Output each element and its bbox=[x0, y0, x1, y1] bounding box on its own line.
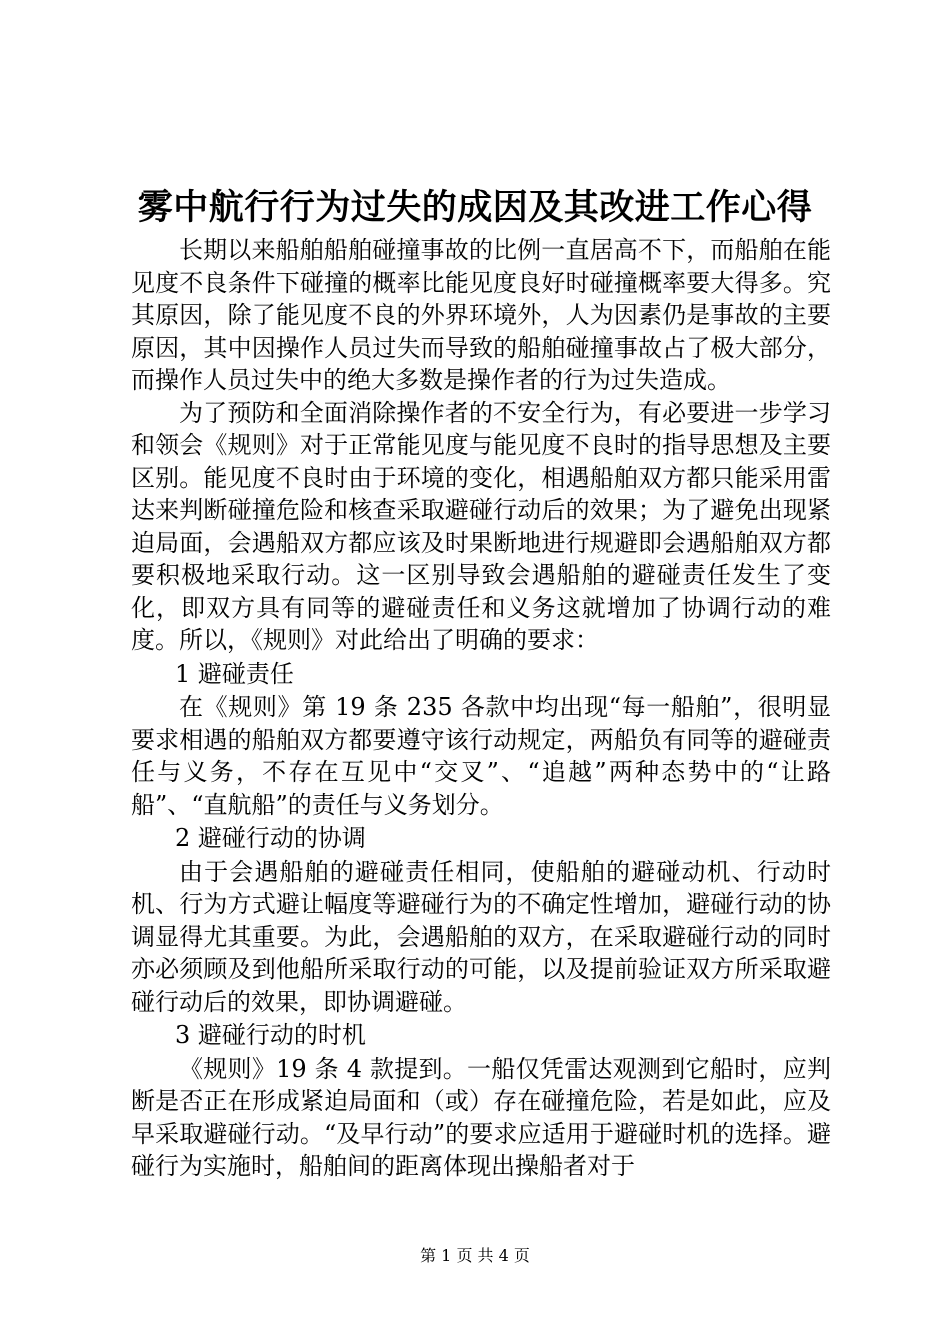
page-footer: 第 1 页 共 4 页 bbox=[420, 1246, 530, 1265]
section-heading-1: 1 避碰责任 bbox=[175, 659, 294, 688]
section-body-2: 由于会遇船舶的避碰责任相同，使船舶的避碰动机、行动时机、行为方式避让幅度等避碰行为的不确定性增加，避碰行动的协调显得尤其重要。为此，会遇船舶的双方，在采取避碰行动的同时亦必须顾及到他船所采取行动的可能，以及提前验证双方所采取避碰行动后的效果，即协调避碰。 bbox=[131, 857, 831, 1016]
document-title: 雾中航行行为过失的成因及其改进工作心得 bbox=[137, 187, 813, 228]
section-heading-3: 3 避碰行动的时机 bbox=[175, 1021, 366, 1049]
intro-paragraph-2: 为了预防和全面消除操作者的不安全行为，有必要进一步学习和领会《规则》对于正常能见度与能见度不良时的指导思想及主要区别。能见度不良时由于环境的变化，相遇船舶双方都只能采用雷达来判断碰撞危险和核查采取避碰行动后的效果；为了避免出现紧迫局面，会遇船双方都应该及时果断地进行规避即会遇船舶双方都要积极地采取行动。这一区别导致会遇船舶的避碰责任发生了变化，即双方具有同等的避碰责任和义务这就增加了协调行动的难度。所以，《规则》对此给出了明确的要求： bbox=[131, 398, 831, 654]
section-body-3: 《规则》19 条 4 款提到。一船仅凭雷达观测到它船时，应判断是否正在形成紧迫局面和（或）存在碰撞危险，若是如此，应及早采取避碰行动。“及早行动”的要求应适用于避碰时机的选择。避碰行为实施时，船舶间的距离体现出操船者对于 bbox=[131, 1054, 831, 1180]
section-body-1: 在《规则》第 19 条 235 各款中均出现“每一船舶”，很明显要求相遇的船舶双方都要遵守该行动规定，两船负有同等的避碰责任与义务，不存在互见中“交叉”、“追越”两种态势中的“让路船”、“直航船”的责任与义务划分。 bbox=[131, 693, 831, 819]
section-heading-2: 2 避碰行动的协调 bbox=[175, 824, 366, 852]
document-body bbox=[131, 234, 831, 1183]
intro-paragraph-1: 长期以来船舶船舶碰撞事故的比例一直居高不下，而船舶在能见度不良条件下碰撞的概率比能见度良好时碰撞概率要大得多。究其原因，除了能见度不良的外界环境外，人为因素仍是事故的主要原因，其中因操作人员过失而导致的船舶碰撞事故占了极大部分，而操作人员过失中的绝大多数是操作者的行为过失造成。 bbox=[131, 236, 831, 394]
